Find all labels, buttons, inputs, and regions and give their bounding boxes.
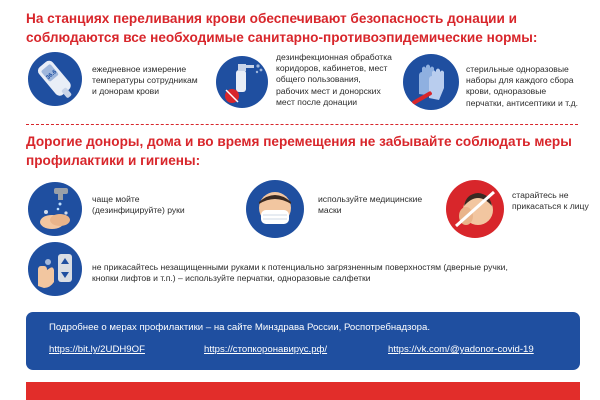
elevator-button-icon — [28, 242, 82, 296]
item-no-face-touch-text: старайтесь не прикасаться к лицу — [512, 190, 589, 212]
item-disinfection-text: дезинфекционная обработка коридоров, кабинетов, мест общего пользования, рабочих мест и донорских мест после донации — [276, 52, 392, 107]
link-bitly[interactable]: https://bit.ly/2UDH9OF — [49, 344, 145, 355]
item-wash-hands-text: чаще мойте (дезинфицируйте) руки — [92, 194, 185, 216]
info-box — [26, 312, 580, 370]
thermometer-icon — [28, 52, 82, 106]
item-sterile-kits-text: стерильные одноразовые наборы для каждого сбора крови, одноразовые перчатки, антисептики и т.д. — [466, 64, 578, 108]
link-stopcoronavirus[interactable]: https://стопкоронавирус.рф/ — [204, 344, 328, 355]
gloves-syringe-icon — [403, 54, 459, 110]
bottom-red-bar — [26, 382, 580, 400]
info-text: Подробнее о мерах профилактики – на сайте Минздрава России, Роспотребнадзора. — [49, 322, 431, 333]
item-masks-text: используйте медицинские маски — [318, 194, 423, 216]
section2-title: Дорогие доноры, дома и во время перемещения не забывайте соблюдать меры профилактики и гигиены: — [26, 134, 572, 168]
medical-mask-icon — [246, 180, 304, 238]
thermometer-reading: 36.6 — [45, 69, 59, 82]
section1-title: На станциях переливания крови обеспечивают безопасность донации и соблюдаются все необходимые санитарно-противоэпидемические нормы: — [26, 11, 538, 45]
no-face-touch-icon — [446, 180, 504, 238]
spray-disinfection-icon — [216, 56, 268, 108]
section-divider — [26, 124, 578, 125]
item-temperature-text: ежедневное измерение температуры сотрудникам и донорам крови — [92, 64, 198, 97]
link-vk-yadonor[interactable]: https://vk.com/@yadonor-covid-19 — [388, 344, 534, 355]
item-surfaces-text: не прикасайтесь незащищенными руками к потенциально загрязненным поверхностям (дверные ручки, кнопки лифтов и т.п.) – используйте перчатки, одноразовые салфетки — [92, 262, 508, 284]
hand-washing-icon — [28, 182, 82, 236]
